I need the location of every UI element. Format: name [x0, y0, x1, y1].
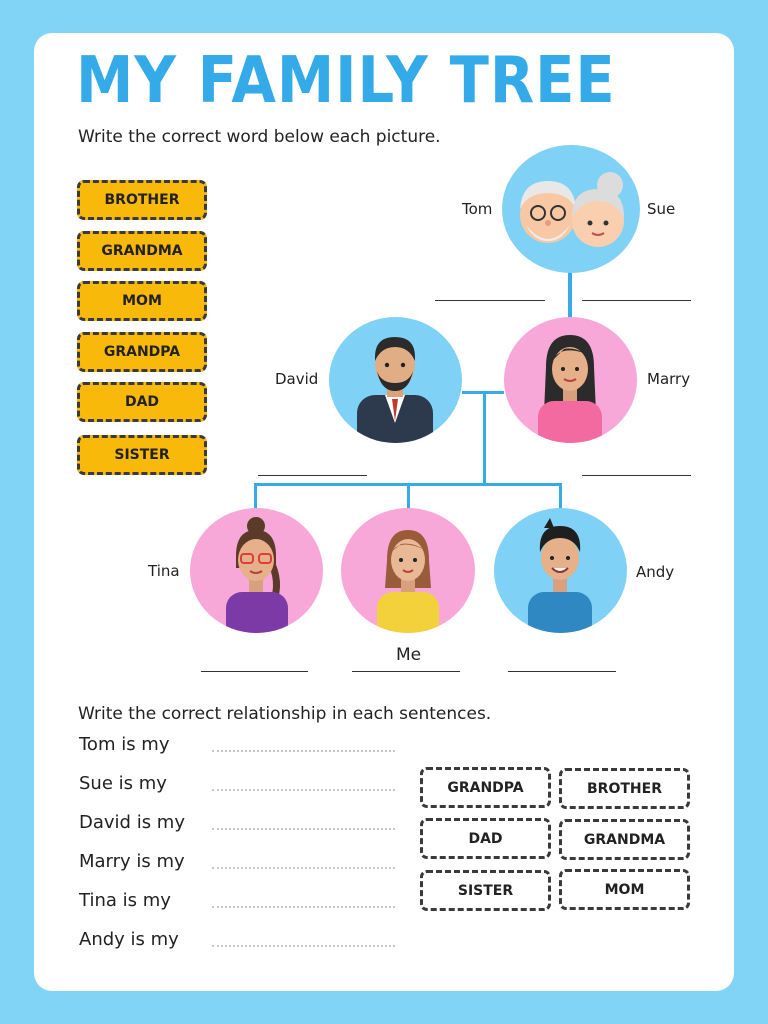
sentence-marry: Marry is my: [79, 851, 185, 872]
name-label-tom: Tom: [462, 200, 493, 218]
name-label-tina: Tina: [148, 562, 180, 580]
word-tag-brother[interactable]: BROTHER: [77, 180, 207, 220]
marry-avatar: [504, 317, 637, 443]
grandparents-avatar: [502, 145, 640, 273]
write-line-andy[interactable]: [508, 671, 616, 672]
answer-line-marry[interactable]: [212, 867, 395, 869]
word-tag-grandma[interactable]: GRANDMA: [77, 231, 207, 271]
answer-line-david[interactable]: [212, 828, 395, 830]
sentence-sue: Sue is my: [79, 773, 167, 794]
word-tag-mom[interactable]: MOM: [77, 281, 207, 321]
word-tag-grandpa-2[interactable]: GRANDPA: [420, 767, 551, 808]
name-label-david: David: [275, 370, 319, 388]
name-label-andy: Andy: [636, 563, 675, 581]
word-tag-sister-2[interactable]: SISTER: [420, 870, 551, 911]
tree-connector: [559, 483, 562, 510]
sentence-david: David is my: [79, 812, 185, 833]
write-line-sue[interactable]: [582, 300, 691, 301]
andy-avatar: [494, 508, 627, 633]
write-line-david[interactable]: [258, 475, 367, 476]
write-line-marry[interactable]: [582, 475, 691, 476]
instruction-label: Write the correct word below each picture.: [78, 127, 441, 147]
sentence-andy: Andy is my: [79, 929, 179, 950]
tina-avatar: [190, 508, 323, 633]
david-avatar: [329, 317, 462, 443]
sentence-tina: Tina is my: [79, 890, 171, 911]
word-tag-brother-2[interactable]: BROTHER: [559, 768, 690, 809]
tree-connector: [483, 391, 486, 484]
instruction-label-2: Write the correct relationship in each sentences.: [78, 704, 492, 724]
me-avatar: [341, 508, 475, 633]
name-label-me: Me: [396, 645, 422, 665]
name-label-sue: Sue: [647, 200, 676, 218]
answer-line-tina[interactable]: [212, 906, 395, 908]
answer-line-sue[interactable]: [212, 789, 395, 791]
tree-connector: [254, 483, 257, 510]
page-title: MY FAMILY TREE: [76, 44, 616, 118]
write-line-me[interactable]: [352, 671, 460, 672]
word-tag-grandma-2[interactable]: GRANDMA: [559, 819, 690, 860]
word-tag-mom-2[interactable]: MOM: [559, 869, 690, 910]
write-line-tom[interactable]: [435, 300, 545, 301]
word-tag-dad[interactable]: DAD: [77, 382, 207, 422]
word-tag-sister[interactable]: SISTER: [77, 435, 207, 475]
answer-line-andy[interactable]: [212, 945, 395, 947]
sentence-tom: Tom is my: [79, 734, 170, 755]
answer-line-tom[interactable]: [212, 750, 395, 752]
tree-connector: [568, 270, 572, 318]
tree-connector: [407, 483, 410, 510]
name-label-marry: Marry: [647, 370, 691, 388]
word-tag-dad-2[interactable]: DAD: [420, 818, 551, 859]
write-line-tina[interactable]: [201, 671, 308, 672]
word-tag-grandpa[interactable]: GRANDPA: [77, 332, 207, 372]
